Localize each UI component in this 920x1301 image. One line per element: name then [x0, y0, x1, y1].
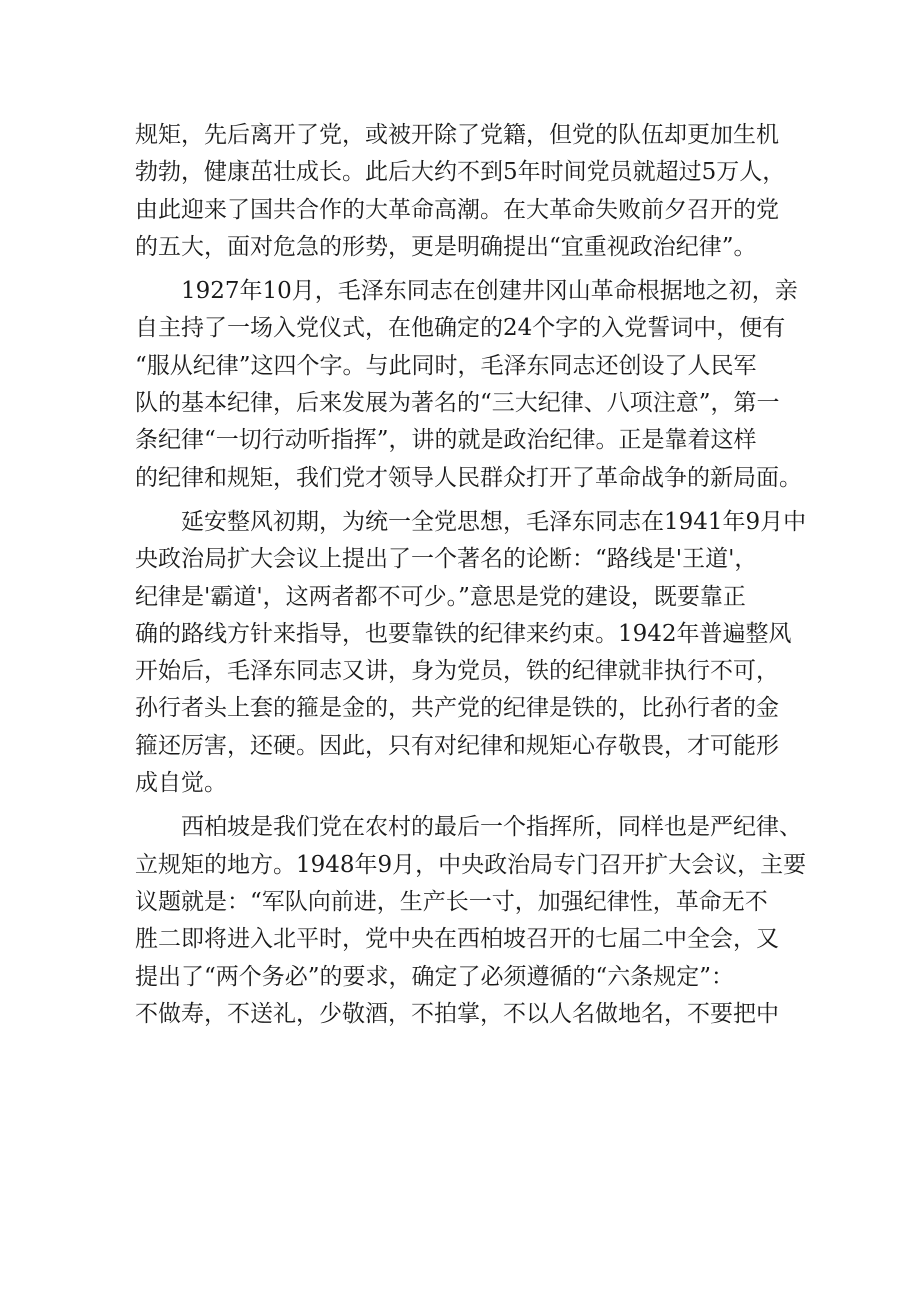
text-line: 成自觉。: [135, 770, 227, 797]
text-line: 规矩，先后离开了党，或被开除了党籍，但党的队伍却更加生机: [135, 122, 779, 148]
text-line: 条纪律“一切行动听指挥”，讲的就是政治纪律。正是靠着这样: [135, 427, 757, 454]
text-line: 央政治局扩大会议上提出了一个著名的论断：“路线是'王道'，: [135, 546, 758, 573]
text-line: 的五大，面对危急的形势，更是明确提出“宜重视政治纪律”。: [135, 233, 757, 260]
paragraph-1: [135, 117, 795, 266]
text-line: 勃勃，健康茁壮成长。此后大约不到5年时间党员就超过5万人，: [135, 159, 786, 186]
document-body: [135, 117, 807, 1033]
text-line: 立规矩的地方。1948年9月，中央政治局专门召开扩大会议，主要: [135, 851, 807, 878]
paragraph-2: [135, 273, 802, 497]
text-line: 孙行者头上套的箍是金的，共产党的纪律是铁的，比孙行者的金: [135, 695, 779, 722]
text-line: 纪律是'霸道'，这两者都不可少。”意思是党的建设，既要靠正: [135, 583, 746, 610]
text-line: 箍还厉害，还硬。因此，只有对纪律和规矩心存敬畏，才可能形: [135, 732, 779, 759]
text-line: 1927年10月，毛泽东同志在创建井冈山革命根据地之初，亲: [181, 278, 798, 305]
text-line: 胜二即将进入北平时，党中央在西柏坡召开的七届二中全会，又: [135, 926, 779, 953]
text-line: 的纪律和规矩，我们党才领导人民群众打开了革命战争的新局面。: [135, 464, 802, 491]
paragraph-4: [135, 809, 807, 1033]
text-line: 开始后，毛泽东同志又讲，身为党员，铁的纪律就非执行不可，: [135, 658, 779, 685]
text-line: 议题就是：“军队向前进，生产长一寸，加强纪律性，革命无不: [135, 888, 768, 915]
text-line: 自主持了一场入党仪式，在他确定的24个字的入党誓词中，便有: [135, 315, 786, 342]
text-line: 确的路线方针来指导，也要靠铁的纪律来约束。1942年普遍整风: [135, 620, 792, 647]
text-line: 西柏坡是我们党在农村的最后一个指挥所，同样也是严纪律、: [181, 814, 802, 841]
text-line: 不做寿，不送礼，少敬酒，不拍掌，不以人名做地名，不要把中: [135, 1000, 779, 1027]
text-line: 由此迎来了国共合作的大革命高潮。在大革命失败前夕召开的党: [135, 196, 779, 223]
text-line: “服从纪律”这四个字。与此同时，毛泽东同志还创设了人民军: [135, 352, 757, 379]
paragraph-3: [135, 504, 807, 802]
text-line: 队的基本纪律，后来发展为著名的“三大纪律、八项注意”，第一: [135, 390, 780, 417]
text-line: 延安整风初期，为统一全党思想，毛泽东同志在1941年9月中: [181, 508, 807, 535]
text-line: 提出了“两个务必”的要求，确定了必须遵循的“六条规定”：: [135, 963, 735, 990]
